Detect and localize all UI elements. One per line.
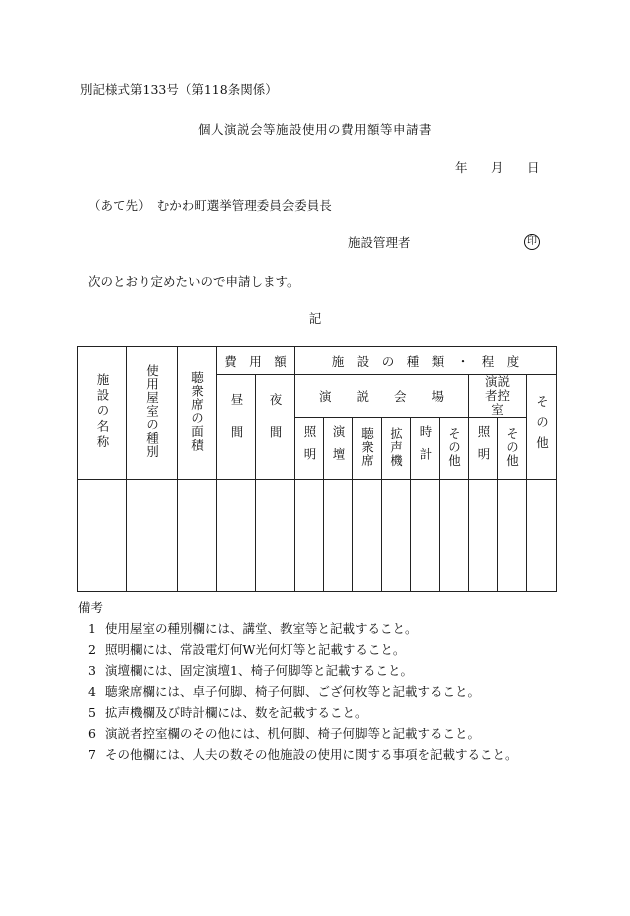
header-hall-clock: 時計 [411,418,440,480]
header-fee: 費 用 額 [217,347,295,375]
note-item: 7 その他欄には、人夫の数その他施設の使用に関する事項を記載すること。 [88,747,518,762]
cell-hall-audience-seats[interactable] [353,480,382,592]
header-kind-degree: 施 設 の 種 類 ・ 程 度 [295,347,557,375]
header-audience-area: 聴衆席の面積 [178,347,217,480]
cell-other[interactable] [527,480,557,592]
document-title: 個人演説会等施設使用の費用額等申請書 [197,122,432,137]
cell-hall-other[interactable] [440,480,469,592]
cell-facility-name[interactable] [78,480,127,592]
header-hall-other: その他 [440,418,469,480]
header-room-type: 使用屋室の種別 [127,347,178,480]
seal-icon: 印 [524,234,540,250]
header-waiting-room: 演説者控 室 [469,375,527,418]
header-nighttime: 夜間 [256,375,295,480]
cell-daytime[interactable] [217,480,256,592]
note-item: 1 使用屋室の種別欄には、講堂、教室等と記載すること。 [88,621,418,636]
header-hall-loudspeaker: 拡声機 [382,418,411,480]
intro-text: 次のとおり定めたいので申請します。 [88,274,300,289]
table-row [78,480,557,592]
date-day-label: 日 [527,160,540,175]
header-speech-hall: 演 説 会 場 [295,375,469,418]
cell-audience-area[interactable] [178,480,217,592]
date-line [455,160,540,176]
cell-waiting-other[interactable] [498,480,527,592]
cell-hall-clock[interactable] [411,480,440,592]
header-facility-name: 施設の名称 [78,347,127,480]
cell-hall-loudspeaker[interactable] [382,480,411,592]
header-hall-podium: 演壇 [324,418,353,480]
header-other: その他 [527,375,557,480]
header-waiting-lighting: 照明 [469,418,498,480]
note-item: 3 演壇欄には、固定演壇1、椅子何脚等と記載すること。 [88,663,413,678]
cell-nighttime[interactable] [256,480,295,592]
header-waiting-other: その他 [498,418,527,480]
date-month-label: 月 [491,160,504,175]
note-item: 5 拡声機欄及び時計欄には、数を記載すること。 [88,705,368,720]
addressee: （あて先） むかわ町選挙管理委員会委員長 [88,198,332,213]
notes-title: 備考 [78,600,104,615]
note-item: 2 照明欄には、常設電灯何W光何灯等と記載すること。 [88,642,406,657]
application-table [77,346,557,592]
cell-hall-lighting[interactable] [295,480,324,592]
form-id: 別記様式第133号（第118条関係） [80,82,278,97]
note-item: 6 演説者控室欄のその他には、机何脚、椅子何脚等と記載すること。 [88,726,481,741]
ki-label: 記 [308,311,322,326]
date-year-label: 年 [455,160,468,175]
header-hall-lighting: 照明 [295,418,324,480]
header-hall-audience-seats: 聴衆席 [353,418,382,480]
note-item: 4 聴衆席欄には、卓子何脚、椅子何脚、ござ何枚等と記載すること。 [88,684,481,699]
cell-waiting-lighting[interactable] [469,480,498,592]
cell-room-type[interactable] [127,480,178,592]
facility-manager-label: 施設管理者 [348,235,411,250]
header-daytime: 昼間 [217,375,256,480]
cell-hall-podium[interactable] [324,480,353,592]
